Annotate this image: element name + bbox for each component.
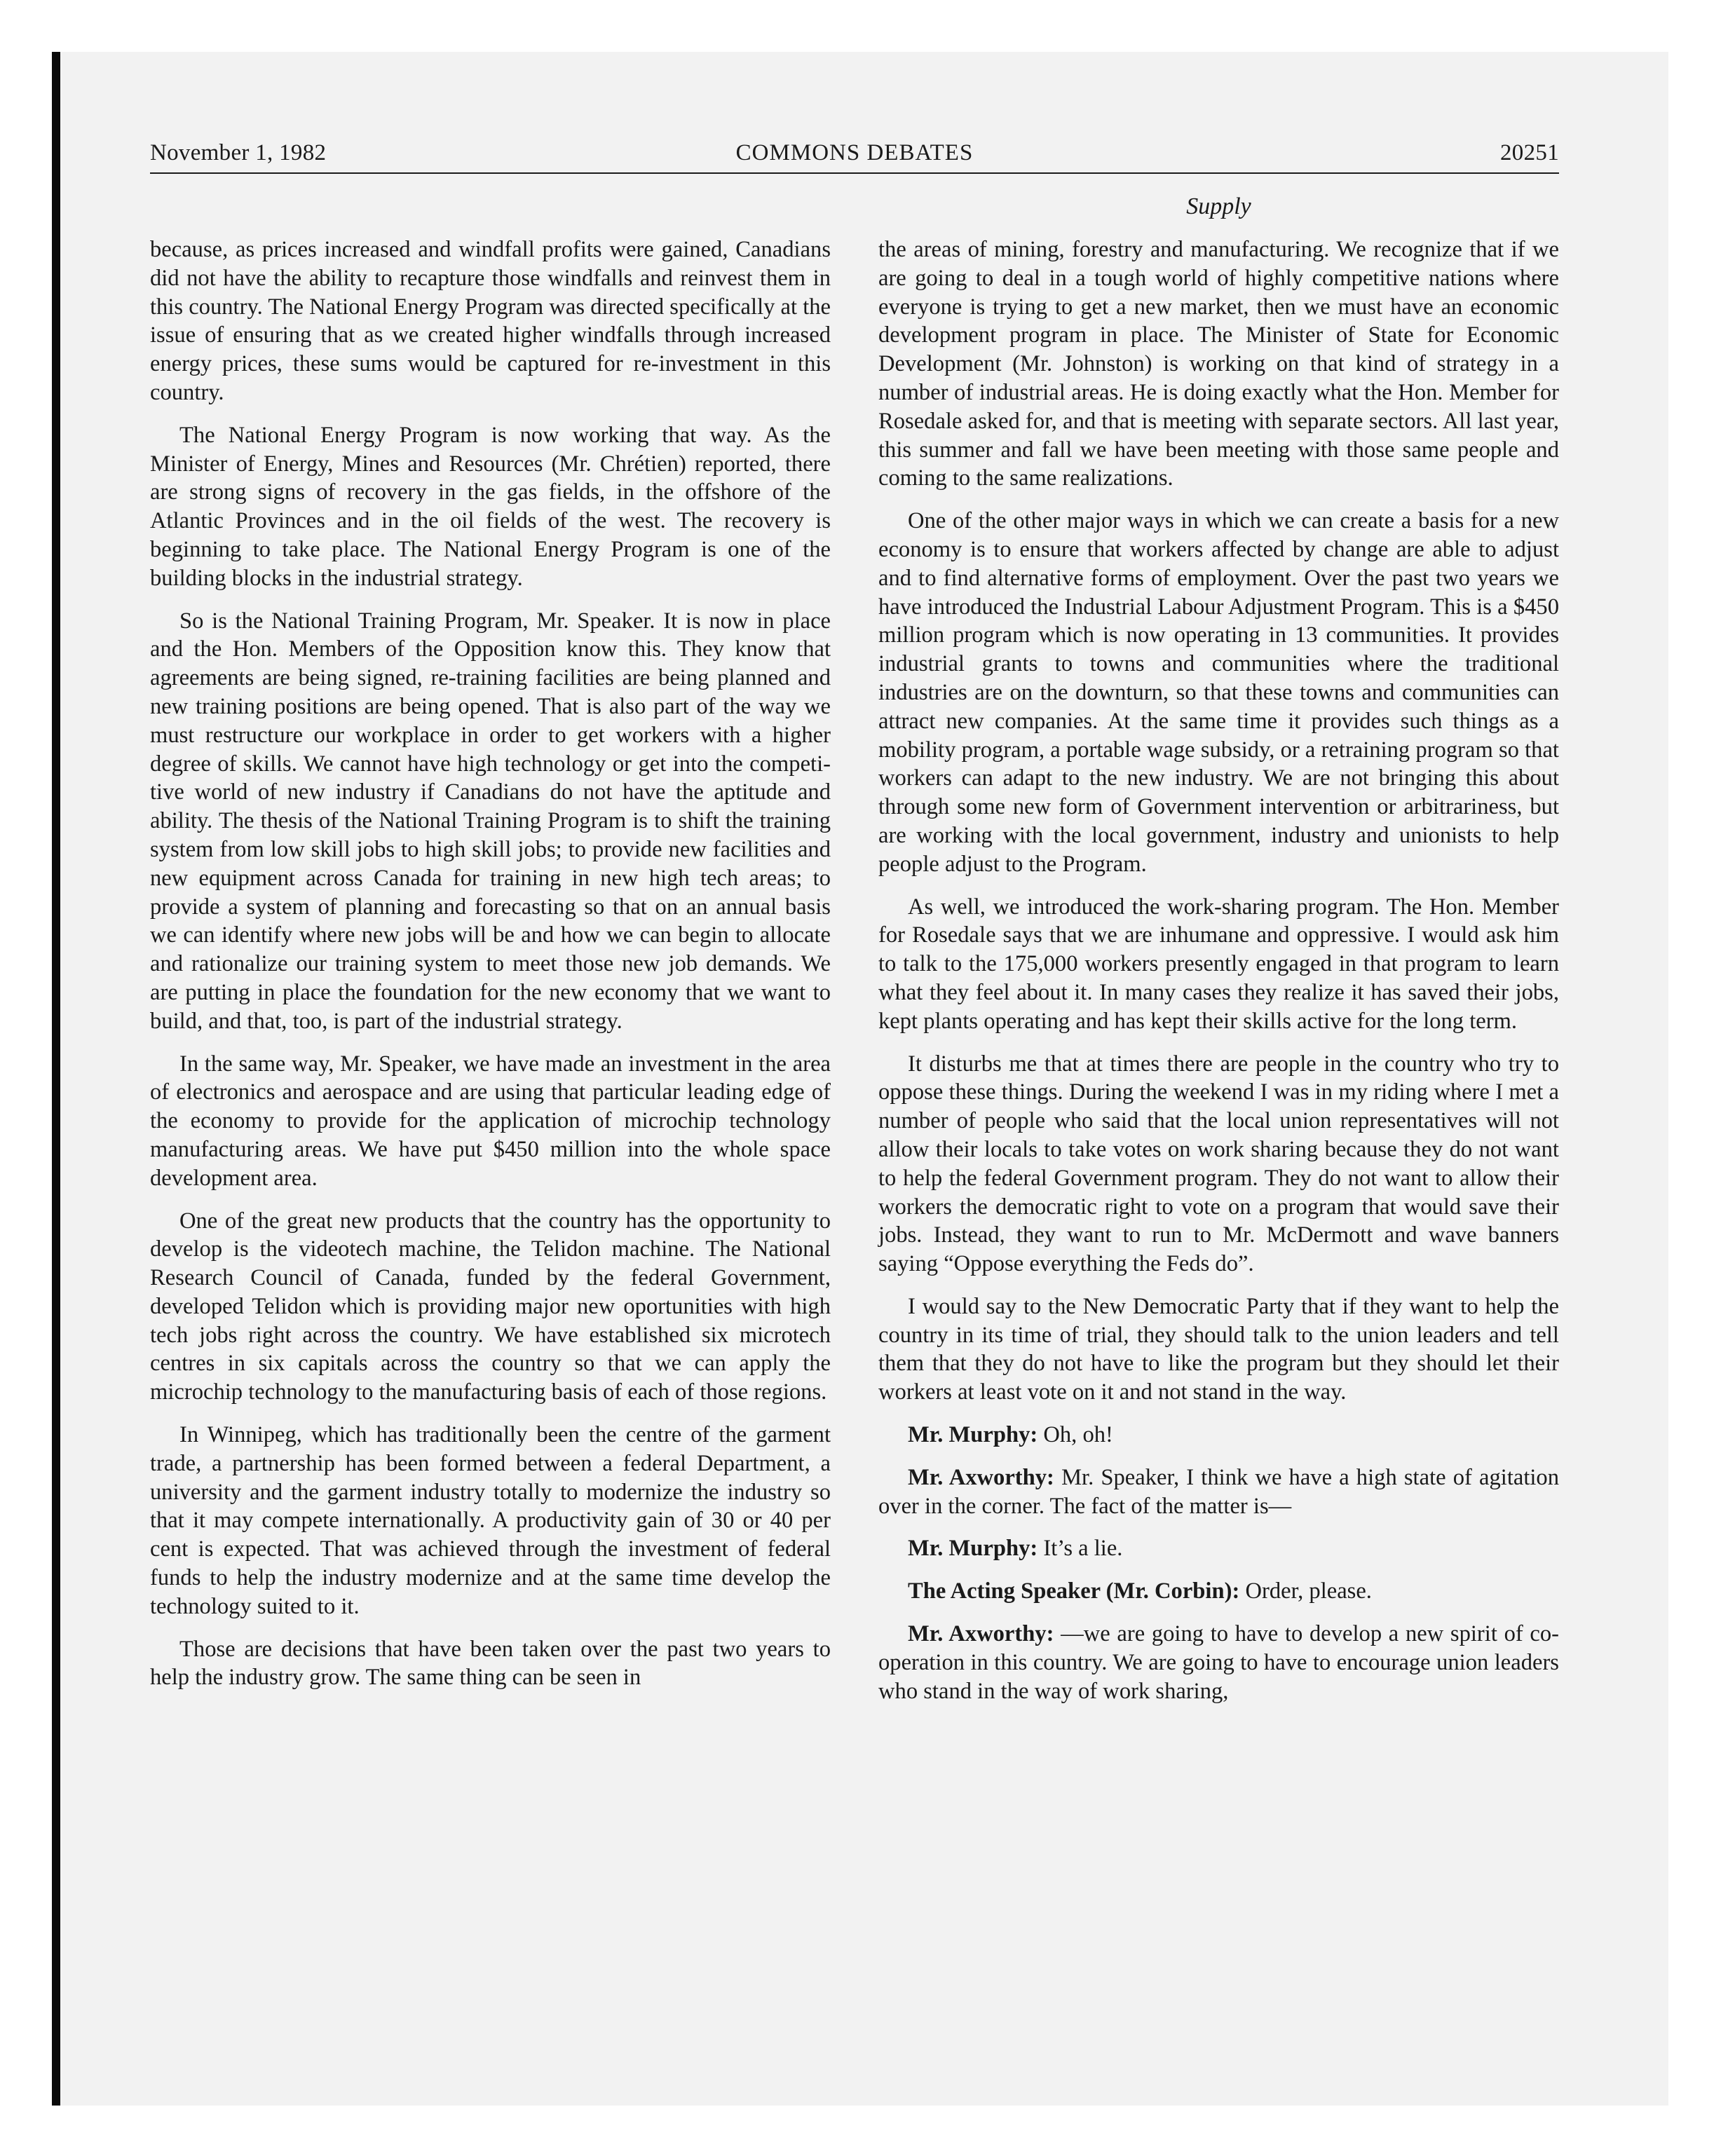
paragraph: The National Energy Program is now working that way. As the Minister of Energy, Mines and Resources (Mr. Chrétien) reported, there are strong signs of recovery in the gas fields, in the offshore of the Atlantic Provinces and in the oil fields of the west. The recovery is beginning to take place. The National Energy Program is one of the building blocks in the industrial strategy. [150, 422, 831, 591]
paragraph: It disturbs me that at times there are people in the country who try to oppose these things. During the weekend I was in my riding where I met a number of people who said that the local union representatives will not allow their locals to take votes on work sharing because they do not want to help the federal Government program. They do not want to allow their workers the democratic right to vote on a program that would save their jobs. Instead, they want to run to Mr. McDermott and wave banners saying “Oppose everything the Feds do”. [878, 1051, 1559, 1277]
exchange [878, 1534, 1559, 1563]
header-rule [150, 172, 1559, 174]
paragraph: So is the National Training Program, Mr. Speaker. It is now in place and the Hon. Members of the Opposition know this. They know that agreements are being signed, re-training facilities are being planned and new training positions are being opened. That is also part of the way we must restructure our workplace in order to get workers with a higher degree of skills. We cannot have high technology or get into the competitive world of new industry if Canadians do not have the aptitude and ability. The thesis of the National Training Program is to shift the training system from low skill jobs to high skill jobs; to provide new facilities and new equipment across Canada for training in new high tech areas; to provide a system of planning and forecasting so that on an annual basis we can identify where new jobs will be and how we can begin to allocate and rationalize our training system to meet those new job demands. We are putting in place the foundation for the new economy that we want to build, and that, too, is part of the industrial strategy. [150, 608, 831, 1034]
binding-edge [52, 52, 60, 2106]
paragraph: because, as prices increased and windfall profits were gained, Canadians did not have the ability to recapture those windfalls and reinvest them in this country. The National Energy Program was directed specifically at the issue of ensuring that as we created higher windfalls through increased energy prices, these sums would be captured for re-investment in this country. [150, 237, 831, 405]
speaker-name: Mr. Axworthy: [908, 1621, 1054, 1647]
speech-text: Order, please. [1239, 1578, 1372, 1604]
paragraph: I would say to the New Democratic Party that if they want to help the country in its time of trial, they should talk to the union leaders and tell them that they do not have to like the program but they should let their workers at least vote on it and not stand in the way. [878, 1293, 1559, 1405]
speech-text: It’s a lie. [1037, 1536, 1123, 1562]
paragraph: In Winnipeg, which has traditionally been the centre of the garment trade, a partnership has been formed between a federal Department, a university and the garment industry totally to modernize the industry so that it may compete internationally. A productivity gain of 30 or 40 per cent is expected. That was achieved through the investment of federal funds to help the industry modernize and at the same time develop the technology suited to it. [150, 1422, 831, 1619]
paragraph: One of the other major ways in which we can create a basis for a new economy is to ensure that workers affected by change are able to adjust and to find alternative forms of employment. Over the past two years we have introduced the Industrial Labour Adjustment Program. This is a $450 million program which is now operating in 13 communities. It provides industrial grants to towns and communities where the traditional industries are on the downturn, so that these towns and communities can attract new companies. At the same time it provides such things as a mobility program, a portable wage subsidy, or a retraining program so that workers can adapt to the new industry. We are not bringing this about through some new form of Government intervention or arbitrariness, but are working with the local government, industry and unionists to help people adjust to the Program. [878, 508, 1559, 877]
speaker-name: The Acting Speaker (Mr. Corbin): [908, 1578, 1240, 1604]
speech-text: —we are going to have to develop a new spirit of co-operation in this country. We are going to have to encourage union leaders who stand in the way of work sharing, [878, 1621, 1559, 1704]
speaker-name: Mr. Murphy: [908, 1422, 1038, 1448]
header-date: November 1, 1982 [150, 140, 327, 165]
paragraph: As well, we introduced the work-sharing program. The Hon. Member for Rosedale says that we are inhumane and oppressive. I would ask him to talk to the 175,000 workers presently engaged in that program to learn what they feel about it. In many cases they realize it has saved their jobs, kept plants operating and has kept their skills active for the long term. [878, 894, 1559, 1034]
header-page-number: 20251 [1500, 140, 1559, 165]
paragraph: One of the great new products that the country has the opportunity to develop is the videotech machine, the Telidon machine. The National Research Council of Canada, funded by the federal Government, developed Telidon which is providing major new oportunities with high tech jobs right across the country. We have established six microtech centres in six capitals across the country so that we can apply the microchip technology to the manufacturing basis of each of those regions. [150, 1208, 831, 1405]
paragraph: Those are decisions that have been taken over the past two years to help the industry grow. The same thing can be seen in [150, 1636, 831, 1691]
speech-text: Mr. Speaker, I think we have a high state of agitation over in the corner. The fact of the matter is— [878, 1464, 1560, 1519]
exchange [878, 1577, 1559, 1606]
speaker-name: Mr. Murphy: [908, 1536, 1038, 1562]
exchange [878, 1464, 1559, 1521]
running-header [150, 140, 1559, 174]
section-title: Supply [1186, 193, 1251, 219]
header-title: COMMONS DEBATES [735, 140, 974, 165]
paragraph: In the same way, Mr. Speaker, we have made an investment in the area of electronics and aerospace and are using that particular leading edge of the economy to provide for the application of microchip technology manufacturing areas. We have put $450 million into the whole space development area. [150, 1051, 831, 1191]
speaker-name: Mr. Axworthy: [908, 1464, 1054, 1490]
speech-text: Oh, oh! [1037, 1422, 1113, 1448]
exchange [878, 1421, 1559, 1449]
exchange [878, 1620, 1559, 1705]
left-column [150, 236, 831, 1706]
paragraph: the areas of mining, forestry and manufacturing. We recognize that if we are going to deal in a tough world of highly competitive nations where everyone is trying to get a new market, then we must have an economic development program in place. The Minister of State for Economic Development (Mr. Johnston) is working on that kind of strategy in a number of industrial areas. He is doing exactly what the Hon. Member for Rosedale asked for, and that is meeting with separate sectors. All last year, this summer and fall we have been meeting with those same people and coming to the same realizations. [878, 237, 1559, 491]
right-column [878, 236, 1559, 1719]
